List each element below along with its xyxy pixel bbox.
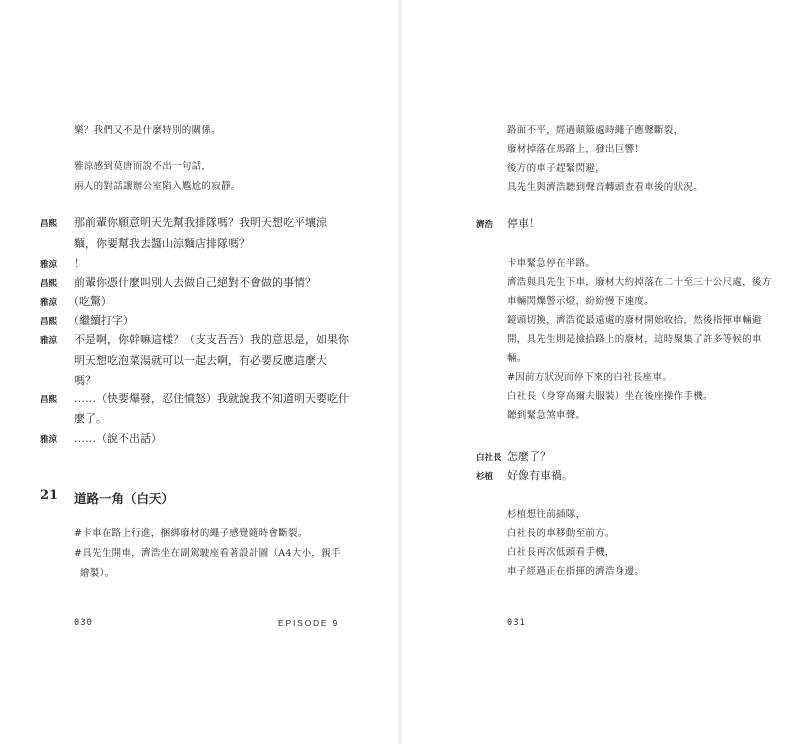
dialogue-line: 麼了。	[74, 412, 107, 425]
speaker-name: 白社長	[476, 453, 502, 463]
scene-line: #卡車在路上行進，捆綁廢材的繩子感覺隨時會斷裂。	[74, 528, 308, 539]
dialogue-line: 嗎？	[74, 374, 96, 387]
action-line: 開，具先生則是撿拾路上的廢材，這時聚集了許多等候的車	[507, 334, 762, 345]
action-line: 鏡頭切換，濟浩從最遠處的廢材開始收拾，然後指揮車輛避	[507, 315, 762, 326]
action-line: 輛。	[507, 353, 527, 364]
intro-line: 廢材掉落在馬路上，發出巨響！	[507, 144, 645, 155]
right-page	[400, 0, 800, 744]
dialogue-line: 明天想吃泡菜湯就可以一起去啊，有必要反應這麼大	[74, 354, 327, 367]
scene-title: 道路一角（白天）	[74, 491, 175, 506]
intro-line: 兩人的對話讓辦公室陷入尷尬的寂靜。	[74, 181, 241, 192]
intro-line: 後方的車子趕緊閃避，	[507, 163, 606, 174]
dialogue-line: ……（快要爆發，忍住憤怒）我就說我不知道明天要吃什	[74, 392, 349, 405]
speaker-name: 昌熙	[40, 317, 58, 327]
speaker-name: 雅涼	[40, 435, 58, 445]
action-line: 聽到緊急煞車聲。	[507, 410, 586, 421]
speaker-name: 昌熙	[40, 219, 58, 229]
action-line: 車輛閃爍警示燈，紛紛慢下速度。	[507, 296, 655, 307]
intro-line: 樂？我們又不是什麼特別的關係。	[74, 125, 222, 136]
dialogue-line: 麵，你要幫我去醬山涼麵店排隊嗎？	[74, 237, 250, 250]
dialogue-line: 前輩你憑什麼叫別人去做自己絕對不會做的事情？	[74, 276, 316, 289]
scene-line: #具先生開車，濟浩坐在副駕駛座看著設計圖（A4大小，親手	[74, 548, 341, 559]
speaker-name: 昌熙	[40, 395, 58, 405]
action-line: 濟浩與具先生下車，廢材大約掉落在二十至三十公尺處，後方	[507, 277, 772, 288]
dialogue-line: 停車！	[507, 217, 540, 230]
speaker-name: 濟浩	[476, 220, 494, 230]
speaker-name: 杉植	[476, 472, 494, 482]
speaker-name: 雅涼	[40, 260, 58, 270]
scene-number: 21	[40, 488, 59, 503]
dialogue-line: 不是啊，你幹嘛這樣？（支支吾吾）我的意思是，如果你	[74, 333, 349, 346]
scene-line: 繪製）。	[80, 568, 115, 579]
dialogue-line: 那前輩你願意明天先幫我排隊嗎？我明天想吃平壤涼	[74, 216, 327, 229]
speaker-name: 雅涼	[40, 336, 58, 346]
running-head: EPISODE 9	[278, 618, 340, 628]
final-line: 杉植想往前插隊，	[507, 509, 586, 520]
action-line: 白社長（身穿高爾夫服裝）坐在後座操作手機。	[507, 391, 713, 402]
dialogue-line: （繼續打字）	[68, 314, 134, 327]
dialogue-line: 好像有車禍。	[507, 469, 573, 482]
speaker-name: 昌熙	[40, 279, 58, 289]
dialogue-line: ！	[74, 257, 85, 270]
intro-line: 雅涼感到莫唐而說不出一句話，	[74, 161, 212, 172]
page-number: 031	[507, 618, 526, 628]
action-line: 卡車緊急停在半路。	[507, 258, 596, 269]
intro-line: 路面不平，經過顛簸處時繩子應聲斷裂，	[507, 125, 684, 136]
final-line: 車子經過正在指揮的濟浩身邊。	[507, 566, 645, 577]
dialogue-line: （吃驚）	[68, 295, 112, 308]
final-line: 白社長的車移動至前方。	[507, 528, 615, 539]
speaker-name: 雅涼	[40, 298, 58, 308]
action-line: #因前方狀況而停下來的白社長座車。	[507, 372, 673, 383]
intro-line: 具先生與濟浩聽到聲音轉頭查看車後的狀況。	[507, 182, 704, 193]
dialogue-line: ……（說不出話）	[74, 432, 162, 445]
page-number: 030	[74, 618, 93, 628]
dialogue-line: 怎麼了？	[507, 450, 551, 463]
final-line: 白社長再次低頭看手機，	[507, 547, 615, 558]
